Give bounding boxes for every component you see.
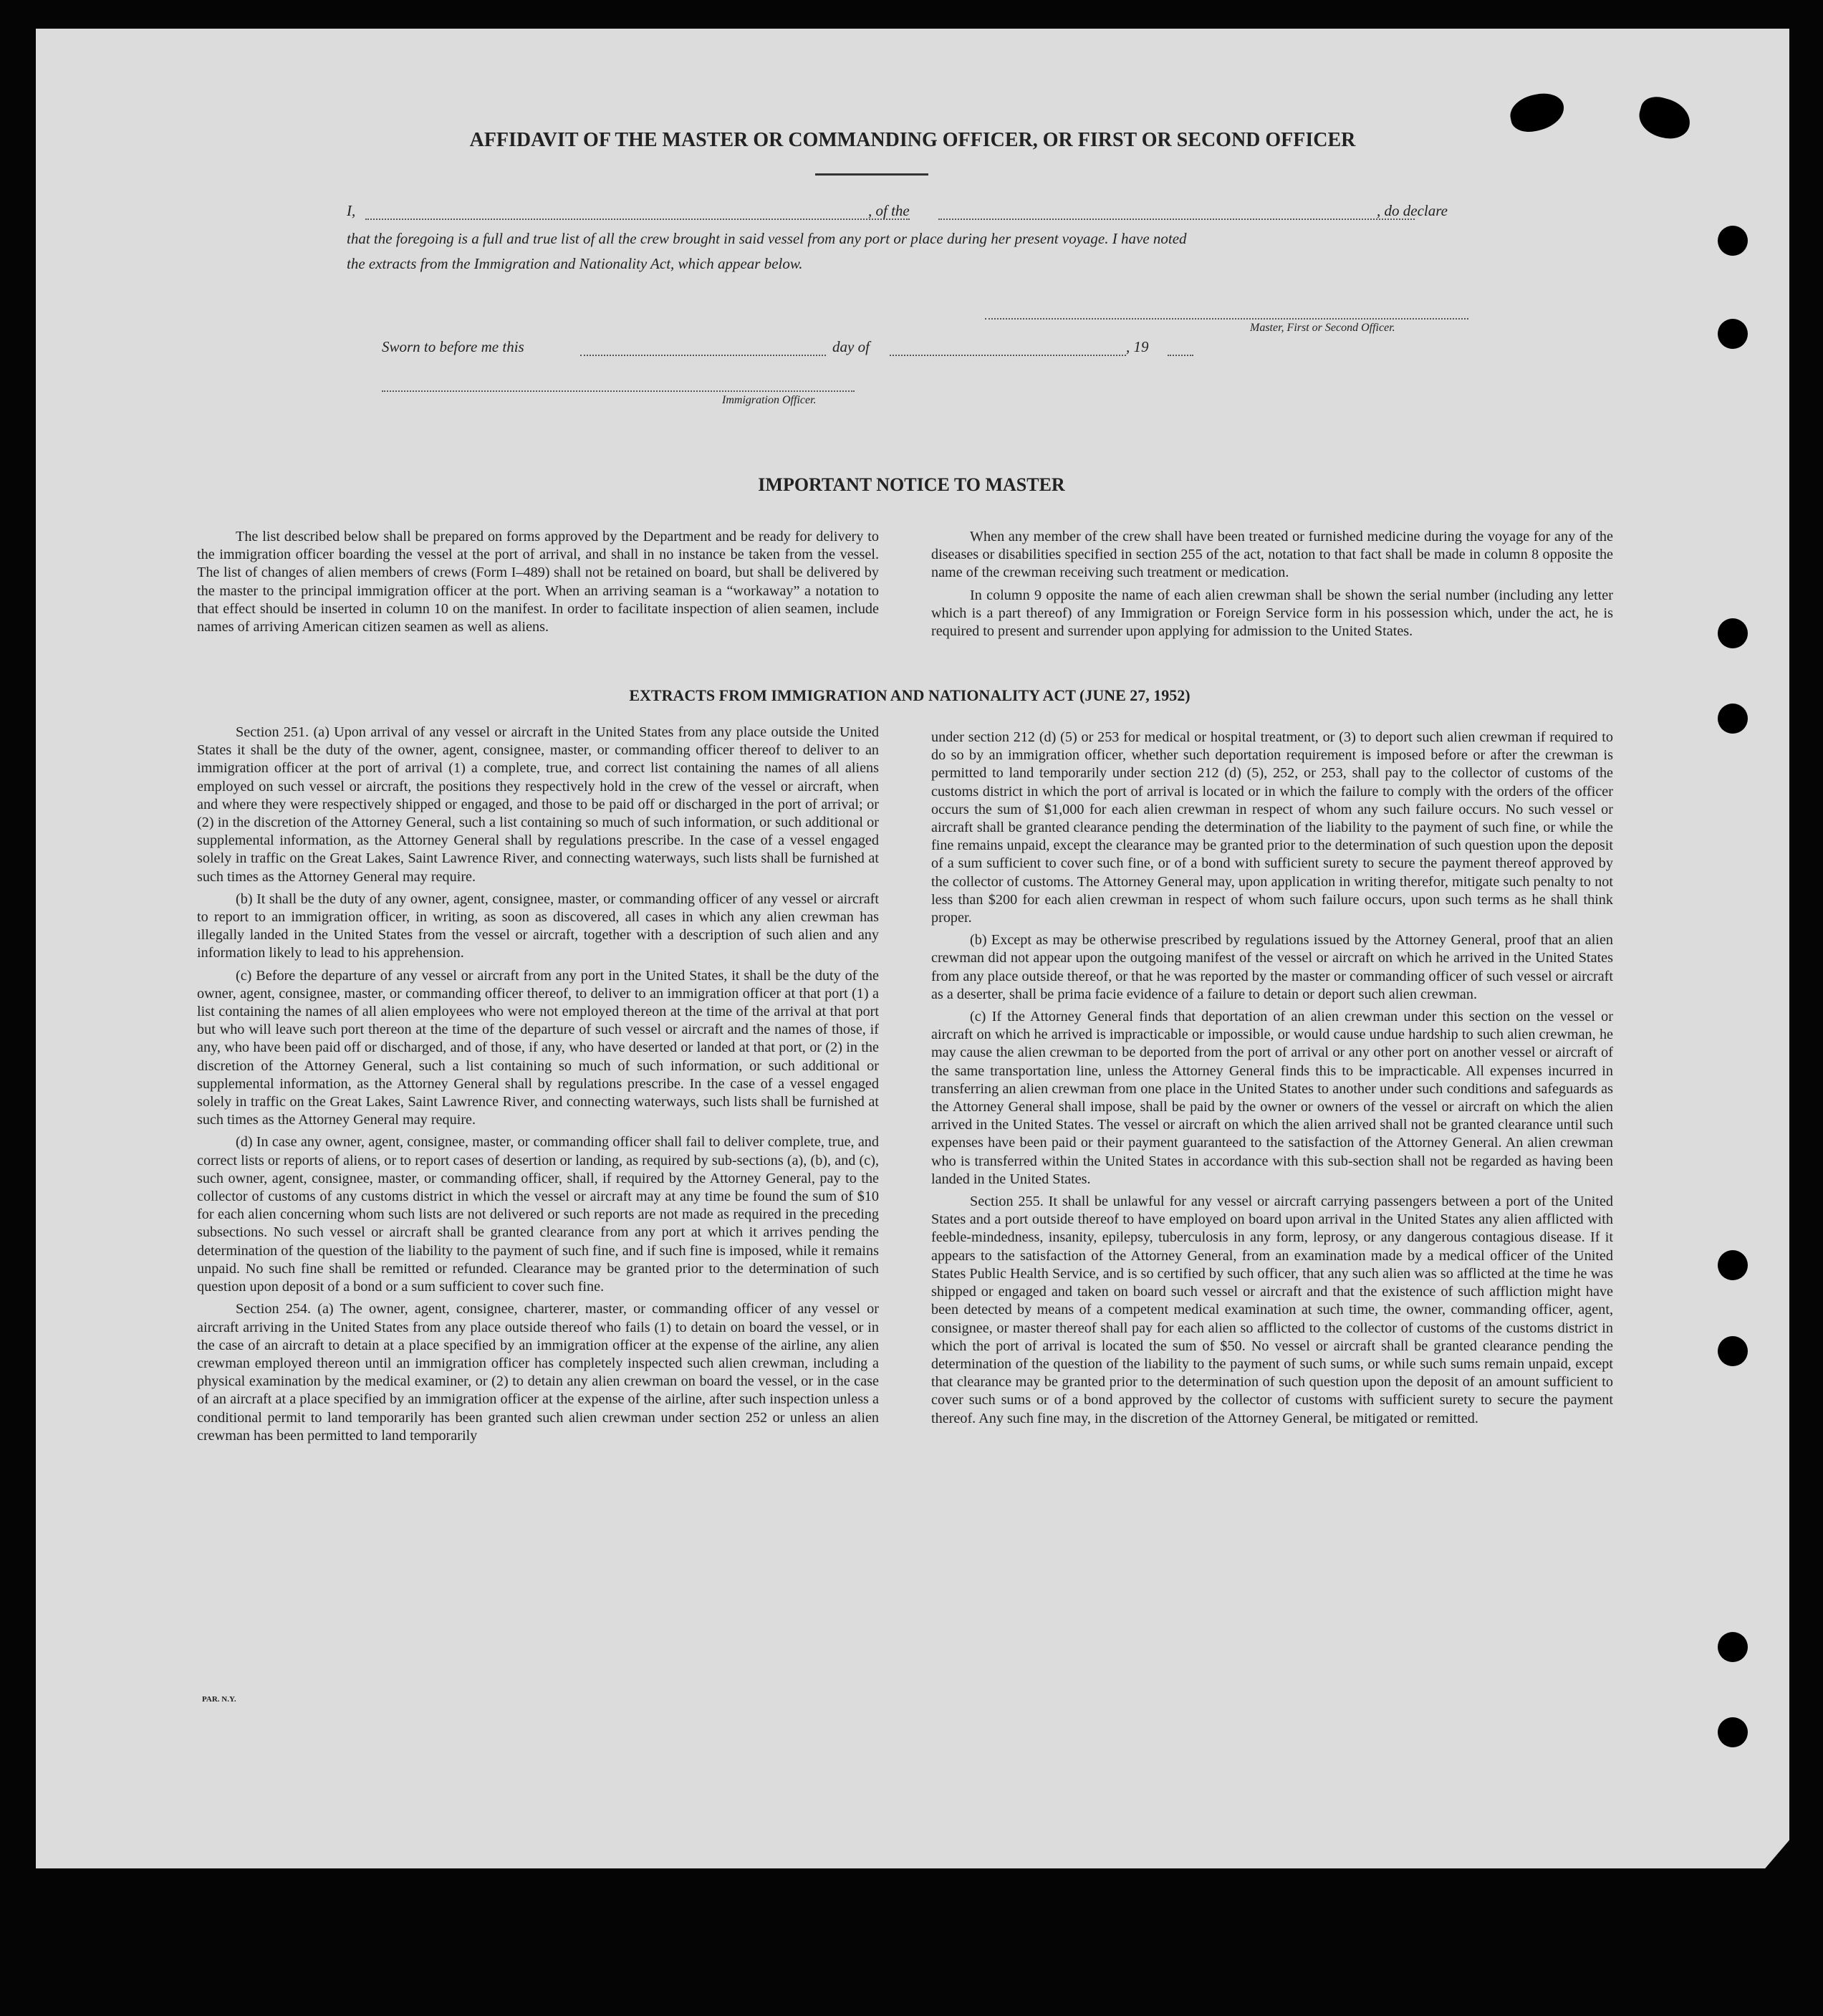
punch-hole bbox=[1718, 704, 1748, 734]
extracts-left-column bbox=[197, 724, 879, 1445]
section-254-c: (c) If the Attorney General finds that deportation of an alien crewman under this section on the vessel or aircraft on which he arrived is impracticable or impossible, or would cause undue hardship to such alien crewman, he may cause the alien crewman to be deported from the port of arrival or any other port on another vessel or aircraft of the same transportation line, unless the Attorney General finds this to be impracticable. All expenses incurred in transferring an alien crewman from one place in the United States to another under such conditions and safeguards as the Attorney General shall impose, shall be paid by the owner or owners of the vessel or aircraft on which the alien arrived in the United States. The vessel or aircraft on which the alien arrived shall not be granted clearance until such expenses have been paid or their payment guaranteed to the satisfaction of the Attorney General. An alien crewman who is transferred within the United States in accordance with this sub-section shall not be regarded as having been landed in the United States. bbox=[931, 1009, 1613, 1187]
master-signature-line bbox=[985, 318, 1468, 320]
section-251-a: Section 251. (a) Upon arrival of any vessel or aircraft in the United States from any place outside the United States it shall be the duty of the owner, agent, consignee, master, or commanding officer thereof to deliver to an immigration officer at the port of arrival (1) a complete, true, and correct list containing the names of all aliens employed on such vessel or aircraft, the positions they respectively hold in the crew of the vessel or aircraft, when and where they were respectively shipped or engaged, and those to be paid off or discharged in the port of arrival; or (2) in the discretion of the Attorney General, such a list containing so much of such information, or such additional or supplemental information, as the Attorney General shall by regulations prescribe. In the case of a vessel engaged solely in traffic on the Great Lakes, Saint Lawrence River, and connecting waterways, such lists shall be furnished at such times as the Attorney General may require. bbox=[197, 724, 879, 885]
notice-left-paragraph: The list described below shall be prepared on forms approved by the Department and be ready for delivery to the immigration officer boarding the vessel at the port of arrival, and shall in no instance be taken from the vessel. The list of changes of alien members of crews (Form I–489) shall not be retained on board, but shall be delivered by the master to the principal immigration officer at the port. When an arriving seaman is a “workaway” a notation to that effect should be inserted in column 10 on the manifest. In order to facilitate inspection of alien seamen, include names of arriving American citizen seamen as well as aliens. bbox=[197, 529, 879, 635]
punch-hole bbox=[1718, 1250, 1748, 1280]
notice-right-column bbox=[931, 528, 1613, 640]
section-251-c: (c) Before the departure of any vessel or aircraft from any port in the United States, it shall be the duty of the owner, agent, consignee, master, or commanding officer thereof, to deliver to an immigration officer at that port (1) a list containing the names of all alien employees who were not employed thereon at the time of the arrival at that port but who will leave such port thereon at the time of the departure of such vessel or aircraft and the names of those, if any, who have been paid off or discharged, and of those, if any, who have deserted or landed at that port, or (2) in the discretion of the Attorney General, such a list containing so much of such information, or such additional or supplemental information, as the Attorney General shall by regulations prescribe. In the case of a vessel engaged solely in traffic on the Great Lakes, Saint Lawrence River, and connecting waterways, such lists shall be furnished at such times as the Attorney General may require. bbox=[197, 967, 879, 1128]
sworn-month-line bbox=[890, 355, 1126, 356]
notice-right-paragraph-2: In column 9 opposite the name of each alien crewman shall be shown the serial number (including any letter which is a part thereof) of any Immigration or Foreign Service form in his possession which, under the act, he is required to present and surrender upon applying for admission to the United States. bbox=[931, 587, 1613, 640]
statement-line-2: the extracts from the Immigration and Nationality Act, which appear below. bbox=[347, 255, 803, 272]
master-caption: Master, First or Second Officer. bbox=[1250, 322, 1395, 334]
form-sheet bbox=[36, 29, 1789, 1868]
title-rule bbox=[815, 173, 928, 176]
punch-hole bbox=[1718, 618, 1748, 648]
declare-of-the: , of the bbox=[868, 202, 910, 219]
affidavit-title: AFFIDAVIT OF THE MASTER OR COMMANDING OFFICER, OR FIRST OR SECOND OFFICER bbox=[469, 129, 1356, 151]
section-254-a: Section 254. (a) The owner, agent, consignee, charterer, master, or commanding officer of any vessel or aircraft arriving in the United States from any place outside thereof who fails (1) to detain on board the vessel, or in the case of an aircraft to detain at a place specified by an immigration officer at the expense of the airline, any alien crewman employed thereon until an immigration officer has completely inspected such alien crewman, including a physical examination by the medical examiner, or (2) to detain any alien crewman on board the vessel, or in the case of an aircraft at a place specified by an immigration officer at the expense of the airline, after such inspection unless a conditional permit to land temporarily has been granted such alien crewman under section 252 or unless an alien crewman has been permitted to land temporarily bbox=[197, 1301, 879, 1444]
section-254-b: (b) Except as may be otherwise prescribed by regulations issued by the Attorney General, proof that an alien crewman did not appear upon the outgoing manifest of the vessel or aircraft on which he arrived in the United States from any place outside thereof, or that he was reported by the master or commanding officer of such vessel or aircraft as a deserter, shall be prima facie evidence of a failure to detain or deport such alien crewman. bbox=[931, 932, 1613, 1002]
officer-caption: Immigration Officer. bbox=[722, 394, 817, 406]
section-251-b: (b) It shall be the duty of any owner, agent, consignee, master, or commanding officer of any vessel or aircraft to report to an immigration officer, in writing, as soon as discovered, all cases in which any alien crewman has illegally landed in the United States from the vessel or aircraft, together with a description of such alien and any information likely to lead to his apprehension. bbox=[197, 891, 879, 961]
sworn-year-line bbox=[1168, 355, 1193, 356]
declare-i: I, bbox=[347, 202, 356, 219]
notice-right-paragraph-1: When any member of the crew shall have been treated or furnished medicine during the voyage for any of the diseases or disabilities specified in section 255 of the act, notation to that fact shall be made in column 8 opposite the name of the crewman receiving such treatment or medication. bbox=[931, 529, 1613, 581]
section-255: Section 255. It shall be unlawful for any vessel or aircraft carrying passengers between a port of the United States and a port outside thereof to have employed on board upon arrival in the United States any alien afflicted with feeble-mindedness, insanity, epilepsy, tuberculosis in any form, leprosy, or any dangerous contagious disease. If it appears to the satisfaction of the Attorney General, from an examination made by a medical officer of the United States Public Health Service, and is so certified by such officer, that any such alien was so afflicted at the time he was shipped or engaged and taken on board such vessel or aircraft and that the existence of such affliction might have been detected by means of a competent medical examination at such time, the owner, commanding officer, agent, consignee, or master thereof shall pay for each alien so afflicted to the collector of customs of the customs district in which the port of arrival is located the sum of $50. No vessel or aircraft shall be granted clearance pending the determination of the question of the liability to the payment of such sums, or while such sums remain unpaid, except that clearance may be granted prior to the determination of such question upon the deposit of an amount sufficient to cover such sums or of a bond approved by the collector of customs with sufficient surety to secure the payment thereof. Any such fine may, in the discretion of the Attorney General, be mitigated or remitted. bbox=[931, 1194, 1613, 1426]
extracts-title: EXTRACTS FROM IMMIGRATION AND NATIONALITY ACT (JUNE 27, 1952) bbox=[629, 686, 1191, 704]
vessel-blank-line bbox=[938, 219, 1415, 220]
printer-mark: PAR. N.Y. bbox=[202, 1695, 236, 1704]
name-blank-line bbox=[365, 219, 910, 220]
extracts-right-column bbox=[931, 729, 1613, 1428]
sworn-year: , 19 bbox=[1126, 338, 1149, 355]
sworn-date-line bbox=[580, 355, 826, 356]
punch-hole bbox=[1718, 226, 1748, 256]
notice-left-column bbox=[197, 528, 879, 636]
sworn-prefix: Sworn to before me this bbox=[382, 338, 524, 355]
statement-line-1: that the foregoing is a full and true list of all the crew brought in said vessel from any port or place during her present voyage. I have noted bbox=[347, 230, 1187, 247]
punch-hole bbox=[1718, 1336, 1748, 1366]
punch-hole bbox=[1718, 319, 1748, 349]
torn-corner bbox=[1741, 1798, 1823, 1897]
punch-hole bbox=[1718, 1717, 1748, 1747]
sworn-day-of: day of bbox=[832, 338, 870, 355]
section-254-a-continued: under section 212 (d) (5) or 253 for medical or hospital treatment, or (3) to deport such alien crewman if required to do so by an immigration officer, whether such deportation requirement is imposed before or after the crewman is permitted to land temporarily under section 212 (d) (5), 252, or 253, shall pay to the collector of customs of the customs district in which the port of arrival is located or in which the failure to comply with the orders of the officer occurs the sum of $1,000 for each alien crewman in respect of whom any such failure occurs. No such vessel or aircraft shall be granted clearance pending the determination of the liability to the payment of such fine, or while the fine remains unpaid, except the clearance may be granted prior to the determination of such question upon the deposit of a sum sufficient to cover such fine, or of a bond with sufficient surety to secure the payment thereof approved by the collector of customs. The Attorney General may, upon application in writing therefor, mitigate such penalty to not less than $200 for each alien crewman in respect of whom such failure occurs, upon such terms as he shall think proper. bbox=[931, 729, 1613, 926]
notice-title: IMPORTANT NOTICE TO MASTER bbox=[758, 474, 1065, 495]
officer-signature-line bbox=[382, 390, 855, 392]
punch-hole bbox=[1718, 1632, 1748, 1662]
declare-do-declare: , do declare bbox=[1377, 202, 1448, 219]
section-251-d: (d) In case any owner, agent, consignee, master, or commanding officer shall fail to deliver complete, true, and correct lists or reports of aliens, or to report cases of desertion or landing, as required by sub-sections (a), (b), and (c), such owner, agent, consignee, master, or commanding officer, shall, if required by the Attorney General, pay to the collector of customs of any customs district in which the vessel or aircraft may at any time be found the sum of $10 for each alien concerning whom such lists are not delivered or such reports are not made as required in the preceding subsections. No such vessel or aircraft shall be granted clearance from any port at which it arrives pending the determination of the question of the liability to the payment of such fine, and if such fine is imposed, while it remains unpaid. No such fine shall be remitted or refunded. Clearance may be granted prior to the determination of such question upon deposit of a bond or a sum sufficient to cover such fine. bbox=[197, 1134, 879, 1295]
